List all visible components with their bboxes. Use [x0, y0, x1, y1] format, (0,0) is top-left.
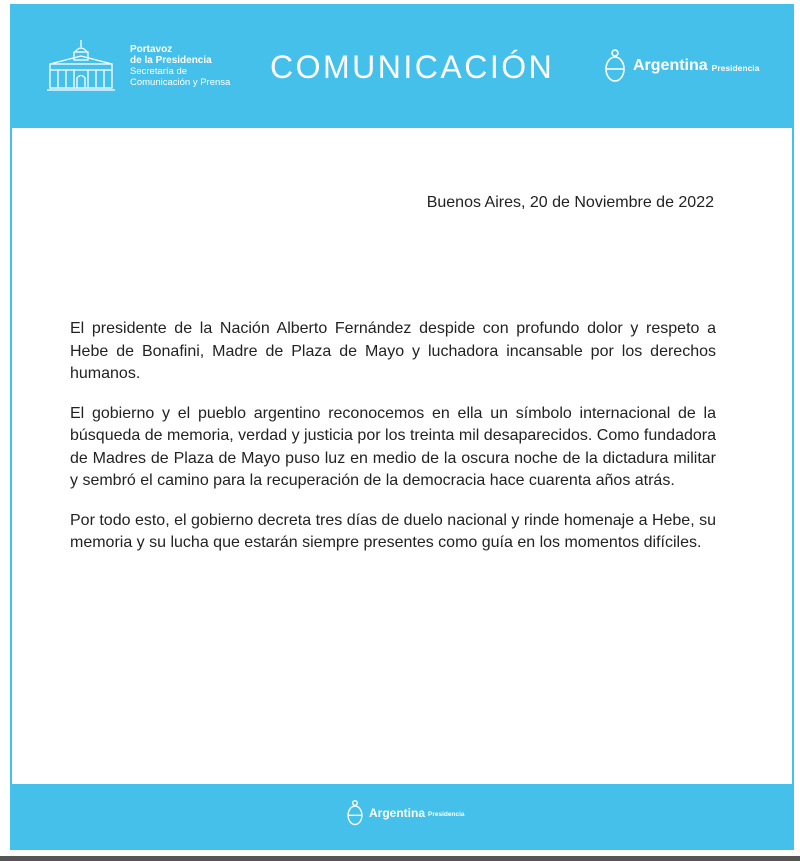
org-line-1: Portavoz — [130, 44, 173, 55]
bottom-edge-divider — [0, 856, 800, 861]
paragraph: Por todo esto, el gobierno decreta tres días de duelo nacional y rinde homenaje a Hebe, su memoria y su lucha que estarán siempre presentes como guía en los momentos difíciles. — [70, 511, 716, 551]
document-date: Buenos Aires, 20 de Noviembre de 2022 — [426, 194, 714, 211]
national-shield-icon — [345, 798, 365, 828]
footer-band — [12, 784, 792, 848]
argentina-presidencia-logo — [602, 48, 759, 84]
paragraph: El presidente de la Nación Alberto Fernández despide con profundo dolor y respeto a Hebe de Bonafini, Madre de Plaza de Mayo y luchadora incansable por los derechos humanos. — [70, 320, 716, 382]
header-band — [12, 6, 792, 128]
org-line-4: Comunicación y Prensa — [130, 77, 231, 88]
casa-rosada-icon — [46, 38, 116, 92]
page-title: COMUNICACIÓN — [270, 49, 555, 85]
org-line-2: de la Presidencia — [130, 55, 212, 66]
brand-sub: Presidencia — [711, 63, 760, 73]
press-office-label — [130, 44, 230, 88]
footer-brand-name: Argentina — [369, 806, 426, 820]
document-frame — [10, 4, 794, 850]
footer-argentina-logo — [345, 798, 465, 828]
footer-brand-sub: Presidencia — [428, 811, 465, 818]
national-shield-icon — [602, 48, 628, 84]
org-line-3: Secretaría de — [130, 66, 188, 77]
document-body — [70, 318, 716, 572]
paragraph: El gobierno y el pueblo argentino reconocemos en ella un símbolo internacional de la búsqueda de memoria, verdad y justicia por los treinta mil desaparecidos. Como fundadora de Madres de Plaza de Mayo puso luz en medio de la oscura noche de la dictadura militar y sembró el camino para la recuperación de la democracia hace cuarenta años atrás. — [70, 404, 716, 489]
brand-name: Argentina — [633, 57, 708, 74]
